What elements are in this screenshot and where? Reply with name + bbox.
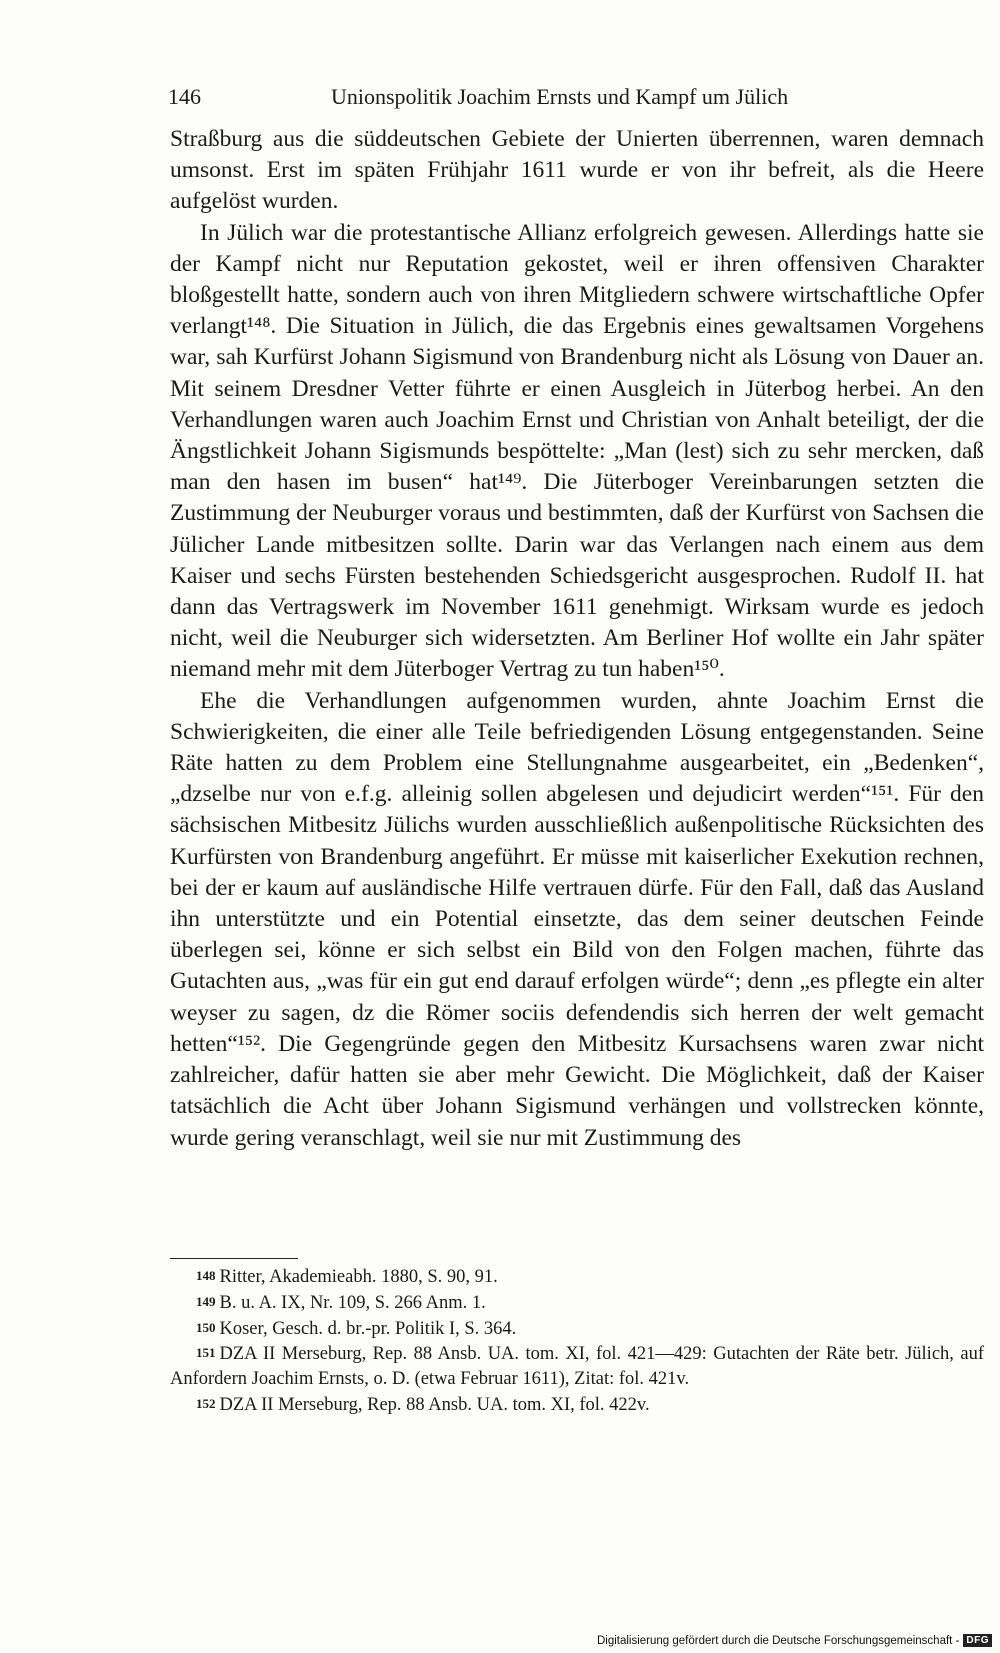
footnote-text: DZA II Merseburg, Rep. 88 Ansb. UA. tom. XI, fol. 421—429: Gutachten der Räte betr. Jülich, auf Anfordern Joachim Ernsts, o. D. (etwa Februar 1611), Zitat: fol. 421v.: [170, 1344, 984, 1390]
footnote: [170, 1341, 984, 1392]
page-number: 146: [168, 84, 201, 109]
footnote-text: Ritter, Akademieabh. 1880, S. 90, 91.: [219, 1267, 498, 1287]
footnote: [170, 1392, 984, 1418]
digitization-credit: [597, 1634, 992, 1647]
paragraph: Ehe die Verhandlungen aufgenommen wurden, ahnte Joachim Ernst die Schwierigkeiten, die einer alle Teile befriedigenden Lösung entgegenstanden. Seine Räte hatten zu dem Problem eine Stellungnahme ausgearbeitet, ein „Bedenken“, „dzselbe nur von e.f.g. alleinig sollen abgelesen und dejudicirt werden“¹⁵¹. Für den sächsischen Mitbesitz Jülichs wurden ausschließlich außenpolitische Rücksichten des Kurfürsten von Brandenburg angeführt. Er müsse mit kaiserlicher Exekution rechnen, bei der er kaum auf ausländische Hilfe vertrauen dürfe. Für den Fall, daß das Ausland ihn unterstützte und ein Potential einsetzte, das dem seiner deutschen Feinde überlegen sei, könne er sich selbst ein Bild von den Folgen machen, führte das Gutachten aus, „was für ein gut end darauf erfolgen würde“; denn „es pflegte ein alter weyser zu sagen, dz die Römer sociis defendendis sich herren der welt gemacht hetten“¹⁵². Die Gegengründe gegen den Mitbesitz Kursachsens waren zwar nicht zahlreicher, dafür hatten sie aber mehr Gewicht. Die Möglichkeit, daß der Kaiser tatsächlich die Acht über Johann Sigismund verhängen und vollstrecken könnte, wurde gering veranschlagt, weil sie nur mit Zustimmung des: [170, 687, 984, 1151]
footnote-number: 150: [196, 1319, 216, 1335]
dfg-logo-icon: DFG: [963, 1634, 992, 1647]
credit-text: Digitalisierung gefördert durch die Deutsche Forschungsgemeinschaft -: [596, 1634, 960, 1647]
paragraph: Straßburg aus die süddeutschen Gebiete der Unierten überrennen, waren demnach umsonst. Erst im späten Frühjahr 1611 wurde er von ihr befreit, als die Heere aufgelöst wurden.: [170, 126, 984, 215]
footnote-text: B. u. A. IX, Nr. 109, S. 266 Anm. 1.: [219, 1292, 486, 1313]
footnote: [170, 1290, 984, 1316]
footnote: [170, 1264, 984, 1290]
footnote-number: 148: [196, 1268, 216, 1283]
paragraph: In Jülich war die protestantische Allianz erfolgreich gewesen. Allerdings hatte sie der Kampf nicht nur Reputation gekostet, weil er ihren offensiven Charakter bloßgestellt hatte, sondern auch von ihren Mitgliedern schwere wirtschaftliche Opfer verlangt¹⁴⁸. Die Situation in Jülich, die das Ergebnis eines gewaltsamen Vorgehens war, sah Kurfürst Johann Sigismund von Brandenburg nicht als Lösung von Dauer an. Mit seinem Dresdner Vetter führte er einen Ausgleich in Jüterbog herbei. An den Verhandlungen waren auch Joachim Ernst und Christian von Anhalt beteiligt, der die Ängstlichkeit Johann Sigismunds bespöttelte: „Man (lest) sich zu sehr mercken, daß man den hasen im busen“ hat¹⁴⁹. Die Jüterboger Vereinbarungen setzten die Zustimmung der Neuburger voraus und bestimmten, daß der Kurfürst von Sachsen die Jülicher Lande mitbesitzen sollte. Darin war das Verlangen nach einem aus dem Kaiser und sechs Fürsten bestehenden Schiedsgericht ausgesprochen. Rudolf II. hat dann das Vertragswerk im November 1611 genehmigt. Wirksam wurde es jedoch nicht, weil die Neuburger sich widersetzten. Am Berliner Hof wollte ein Jahr später niemand mehr mit dem Jüterboger Vertrag zu tun haben¹⁵⁰.: [170, 219, 984, 683]
footnote-number: 149: [196, 1293, 216, 1309]
running-title: Unionspolitik Joachim Ernsts und Kampf um Jülich: [331, 84, 789, 109]
running-head: [168, 82, 984, 112]
footnotes: [170, 1264, 984, 1418]
footnote-number: 152: [196, 1395, 216, 1411]
footnote-text: DZA II Merseburg, Rep. 88 Ansb. UA. tom. XI, fol. 422v.: [219, 1394, 650, 1415]
main-text: [170, 124, 984, 1154]
footnote-number: 151: [196, 1345, 216, 1361]
footnote-separator: [170, 1258, 298, 1259]
footnote: [170, 1316, 984, 1342]
footnote-text: Koser, Gesch. d. br.-pr. Politik I, S. 364.: [219, 1318, 517, 1339]
